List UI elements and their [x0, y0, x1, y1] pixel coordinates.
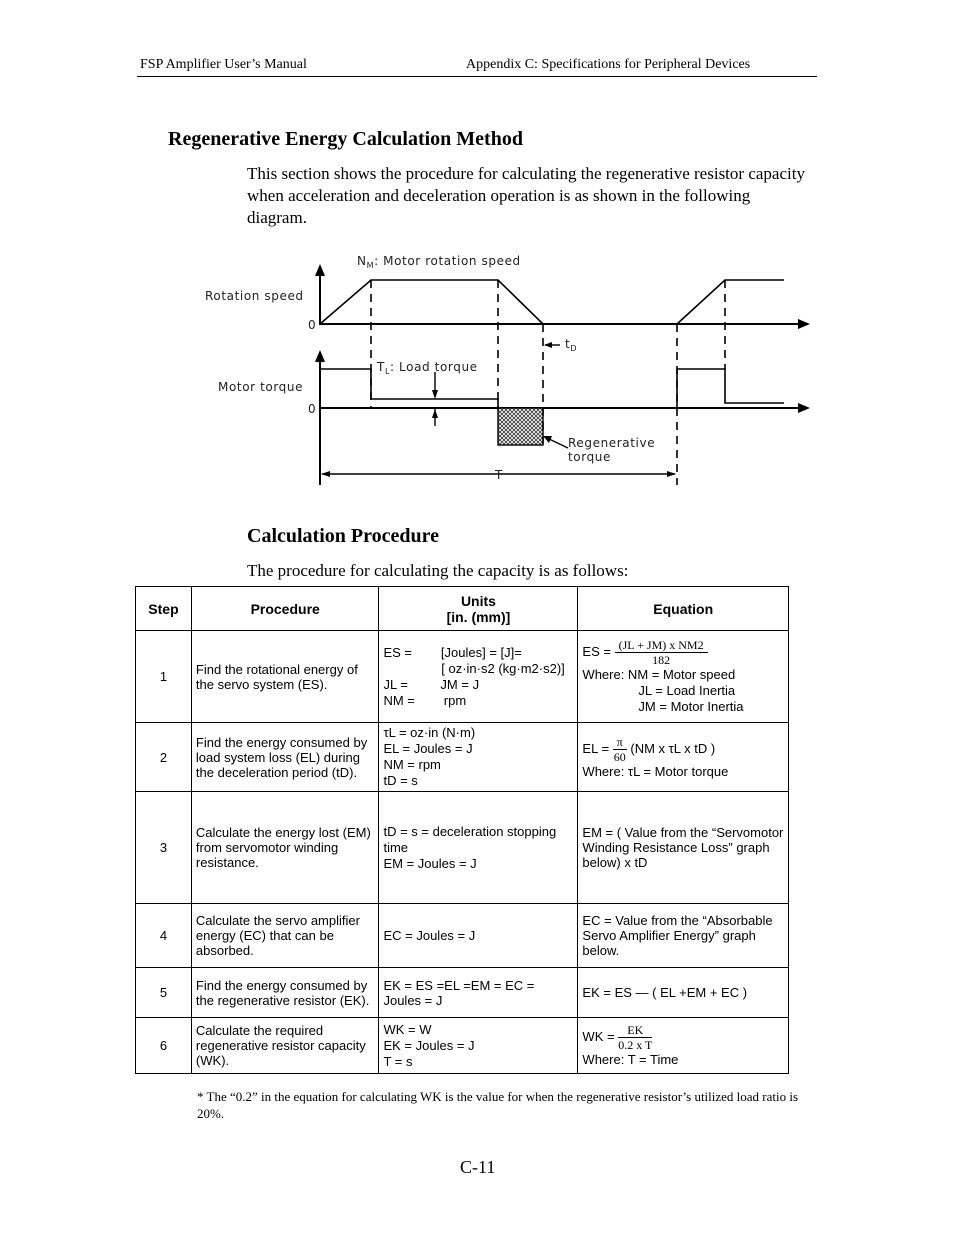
table-row — [136, 631, 789, 723]
table-row — [136, 904, 789, 968]
equation-cell: WK = $\frac{EK}{\text{0.2 x T}}$ Where: T = Time — [578, 1018, 789, 1074]
step-cell: 6 — [136, 1018, 192, 1074]
procedure-cell: Calculate the servo amplifier energy (EC) that can be absorbed. — [191, 904, 379, 968]
procedure-cell: Find the rotational energy of the servo system (ES). — [191, 631, 379, 723]
torque-profile — [320, 369, 498, 408]
step-cell: 4 — [136, 904, 192, 968]
table-row — [136, 792, 789, 904]
zero-torque-label: 0 — [308, 402, 317, 416]
step-cell: 2 — [136, 723, 192, 792]
header-procedure: Procedure — [191, 587, 379, 631]
header-step: Step — [136, 587, 192, 631]
torque-axis-x-arrow — [798, 403, 810, 413]
equation-cell: EC = Value from the “Absorbable Servo Amplifier Energy” graph below. — [578, 904, 789, 968]
header-rule — [137, 76, 817, 77]
procedure-cell: Calculate the required regenerative resistor capacity (WK). — [191, 1018, 379, 1074]
regenerative-torque-area — [498, 408, 543, 445]
page-number: C-11 — [460, 1157, 496, 1177]
subsection-title: Calculation Procedure — [247, 525, 440, 547]
calculation-table — [135, 586, 789, 1074]
procedure-cell: Calculate the energy lost (EM) from servomotor winding resistance. — [191, 792, 379, 904]
nm-label: $N_M$: Motor rotation speed — [357, 254, 521, 270]
header-appendix-title: Appendix C: Specifications for Peripheral Devices — [466, 57, 751, 72]
rotation-speed-label: Rotation speed — [205, 289, 304, 303]
units-cell: ES = [Joules] = [J]= [ oz·in·s2 (kg·m2·s2)] JL = JM = J NM = rpm — [379, 631, 578, 723]
header-equation: Equation — [578, 587, 789, 631]
t-label: T — [495, 468, 503, 482]
table-row — [136, 968, 789, 1018]
speed-profile — [320, 280, 543, 324]
speed-profile-repeat — [677, 280, 784, 324]
equation-cell: EK = ES — ( EL +EM + EC ) — [578, 968, 789, 1018]
table-row — [136, 1018, 789, 1074]
intro-paragraph: This section shows the procedure for calculating the regenerative resistor capacity when acceleration and deceleration operation is as shown in the following diagram. — [247, 164, 805, 227]
units-cell: EC = Joules = J — [379, 904, 578, 968]
regen-label-2: torque — [568, 450, 611, 464]
regen-pointer — [547, 438, 568, 448]
header-units: Units [in. (mm)] — [379, 587, 578, 631]
table-header-row — [136, 587, 789, 631]
equation-fraction: $\frac{\pi}{60}$ — [613, 734, 626, 764]
lead-paragraph: The procedure for calculating the capacity is as follows: — [247, 561, 629, 580]
torque-axis-y-arrow — [315, 350, 325, 362]
equation-cell: EL = $\frac{\pi}{60}$ (NM x τL x tD ) Where: τL = Motor torque — [578, 723, 789, 792]
torque-profile-repeat — [677, 369, 784, 408]
section-title: Regenerative Energy Calculation Method — [168, 128, 523, 150]
equation-cell: ES = $\frac{\text{(JL + JM) x NM2}}{182}$ Where: NM = Motor speed JL = Load Inertia JM = Motor Inertia — [578, 631, 789, 723]
step-cell: 1 — [136, 631, 192, 723]
equation-cell: EM = ( Value from the “Servomotor Winding Resistance Loss” graph below) x tD — [578, 792, 789, 904]
speed-axis-x-arrow — [798, 319, 810, 329]
step-cell: 3 — [136, 792, 192, 904]
tl-label: $T_L$: Load torque — [377, 360, 478, 376]
units-cell: WK = W EK = Joules = J T = s — [379, 1018, 578, 1074]
units-cell: τL = oz·in (N·m) EL = Joules = J NM = rpm tD = s — [379, 723, 578, 792]
procedure-cell: Find the energy consumed by load system loss (EL) during the deceleration period (tD). — [191, 723, 379, 792]
footnote: * The “0.2” in the equation for calculating WK is the value for when the regenerative resistor’s utilized load ratio is 20%. — [197, 1089, 799, 1121]
td-label: $t_D$ — [565, 337, 578, 353]
zero-speed-label: 0 — [308, 318, 317, 332]
table-row — [136, 723, 789, 792]
header-manual-title: FSP Amplifier User’s Manual — [140, 57, 307, 72]
equation-fraction: $\frac{\text{(JL + JM) x NM2}}{182}$ — [615, 638, 708, 667]
step-cell: 5 — [136, 968, 192, 1018]
procedure-cell: Find the energy consumed by the regenerative resistor (EK). — [191, 968, 379, 1018]
regen-label-1: Regenerative — [568, 436, 656, 450]
speed-axis-y-arrow — [315, 264, 325, 276]
units-cell: EK = ES =EL =EM = EC = Joules = J — [379, 968, 578, 1018]
units-cell: tD = s = deceleration stopping time EM = Joules = J — [379, 792, 578, 904]
motor-torque-label: Motor torque — [218, 380, 304, 394]
equation-fraction: $\frac{EK}{\text{0.2 x T}}$ — [618, 1023, 653, 1052]
